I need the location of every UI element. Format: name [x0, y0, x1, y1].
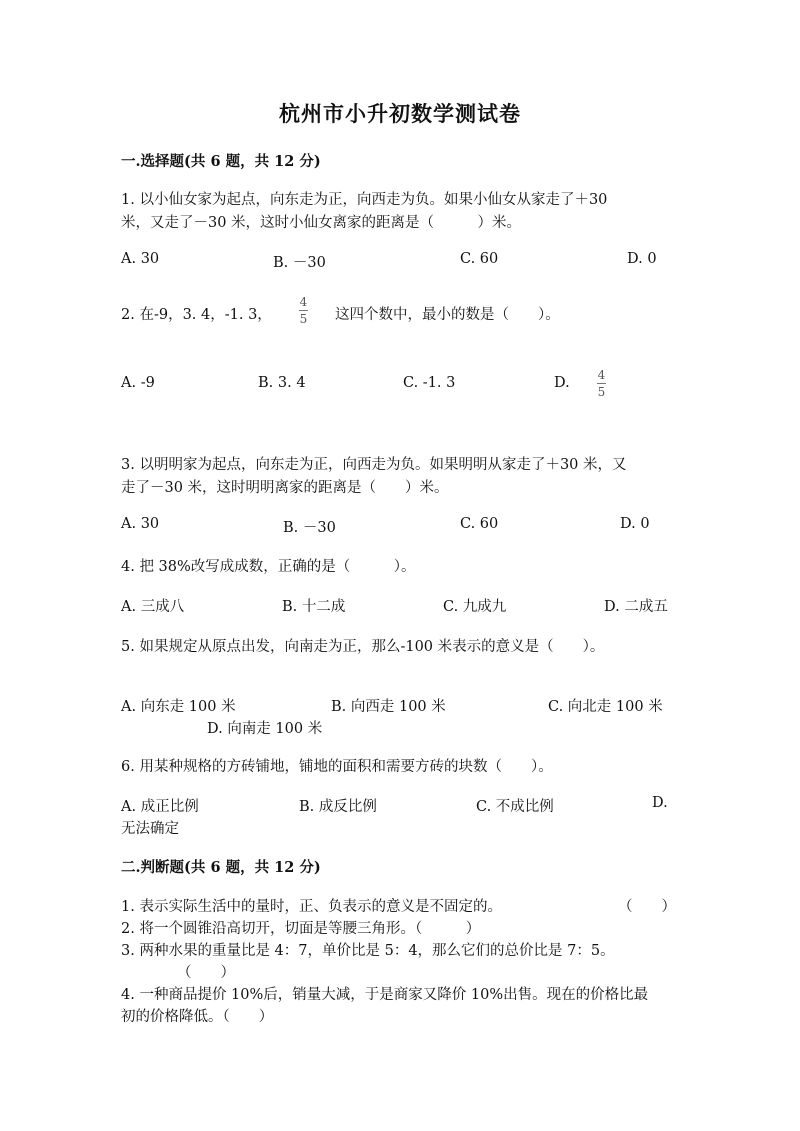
question-2-text-before: 2. 在-9，3. 4，-1. 3，: [121, 307, 272, 323]
q6-option-a: A. 成正比例: [121, 799, 199, 815]
question-3-line-1: 3. 以明明家为起点，向东走为正，向西走为负。如果明明从家走了＋30 米，又: [121, 457, 627, 473]
q4-option-c: C. 九成九: [443, 599, 507, 615]
question-6-text: 6. 用某种规格的方砖铺地，铺地的面积和需要方砖的块数（ ）。: [121, 759, 553, 775]
q6-option-d: D.: [652, 795, 668, 811]
question-2-fraction: [299, 296, 308, 325]
q2-option-a: A. -9: [121, 375, 155, 391]
q3-option-a: A. 30: [121, 516, 160, 532]
q2-option-c: C. -1. 3: [403, 375, 456, 391]
fraction-numerator: 4: [299, 295, 308, 309]
q4-option-a: A. 三成八: [121, 599, 185, 615]
q1-option-a: A. 30: [121, 251, 160, 267]
fraction-denominator: 5: [299, 312, 308, 326]
q4-option-d: D. 二成五: [604, 599, 668, 615]
question-1-line-2: 米，又走了－30 米，这时小仙女离家的距离是（ ）米。: [121, 215, 522, 231]
section-heading-choice: 一.选择题(共 6 题，共 12 分): [121, 153, 321, 170]
fraction-denominator: 5: [597, 385, 606, 399]
page-title: 杭州市小升初数学测试卷: [279, 101, 521, 126]
q3-option-d: D. 0: [620, 516, 650, 532]
q3-option-c: C. 60: [460, 516, 499, 532]
judge-1-answer-paren: （ ）: [618, 899, 676, 915]
q1-option-b: B. －30: [273, 255, 326, 271]
q1-option-c: C. 60: [460, 251, 499, 267]
judge-1-text: 1. 表示实际生活中的量时，正、负表示的意义是不固定的。: [121, 899, 502, 915]
question-1-line-1: 1. 以小仙女家为起点，向东走为正，向西走为负。如果小仙女从家走了＋30: [121, 192, 608, 208]
question-5-text: 5. 如果规定从原点出发，向南走为正，那么-100 米表示的意义是（ ）。: [121, 639, 605, 655]
q4-option-b: B. 十二成: [282, 599, 346, 615]
q2-option-d-fraction: [597, 369, 606, 398]
judge-2-text: 2. 将一个圆锥沿高切开，切面是等腰三角形。（ ）: [121, 921, 481, 937]
q5-option-a: A. 向东走 100 米: [121, 699, 236, 715]
q3-option-b: B. －30: [283, 520, 336, 536]
question-3-line-2: 走了－30 米，这时明明离家的距离是（ ）米。: [121, 480, 449, 496]
fraction-numerator: 4: [597, 368, 606, 382]
judge-3-text: 3. 两种水果的重量比是 4：7，单价比是 5：4，那么它们的总价比是 7：5。: [121, 943, 615, 959]
fraction-bar: [597, 383, 606, 384]
q5-option-c: C. 向北走 100 米: [548, 699, 663, 715]
judge-4-line-2: 初的价格降低。（ ）: [121, 1009, 274, 1025]
fraction-bar: [299, 310, 308, 311]
judge-4-line-1: 4. 一种商品提价 10%后，销量大减，于是商家又降价 10%出售。现在的价格比最: [121, 987, 649, 1003]
q6-option-b: B. 成反比例: [299, 799, 377, 815]
q6-option-d-continued: 无法确定: [121, 821, 179, 837]
q1-option-d: D. 0: [627, 251, 657, 267]
q6-option-c: C. 不成比例: [476, 799, 554, 815]
judge-3-answer-paren: （ ）: [177, 965, 235, 981]
q2-option-b: B. 3. 4: [258, 375, 306, 391]
q5-option-d: D. 向南走 100 米: [207, 721, 323, 737]
section-heading-judgement: 二.判断题(共 6 题，共 12 分): [121, 859, 321, 876]
q5-option-b: B. 向西走 100 米: [331, 699, 446, 715]
question-4-text: 4. 把 38%改写成成数，正确的是（ ）。: [121, 559, 416, 575]
question-2-text-after: 这四个数中，最小的数是（ ）。: [335, 307, 560, 323]
q2-option-d: D.: [554, 375, 570, 391]
